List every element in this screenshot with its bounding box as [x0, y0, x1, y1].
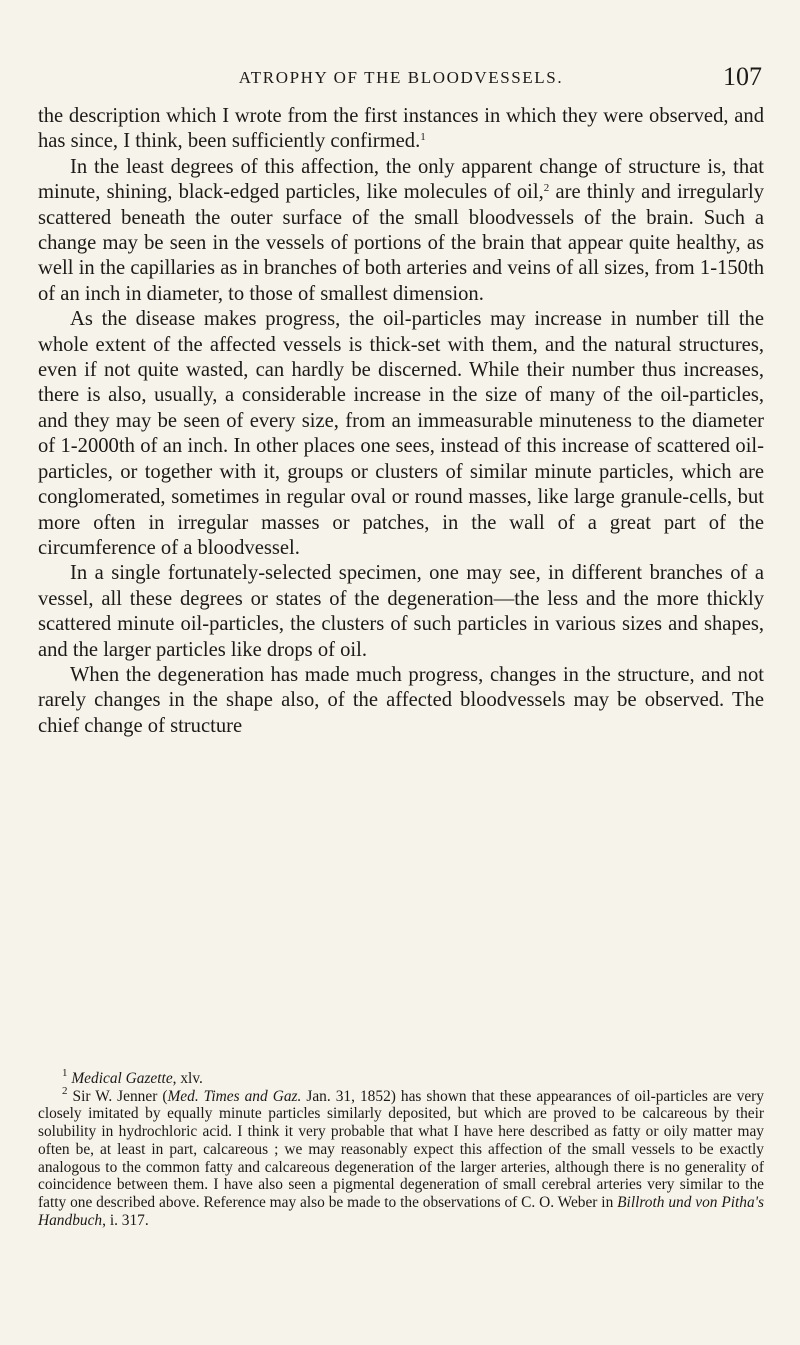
footnote-2-text-b: Jan. 31, 1852) has shown that these appearances of oil-particles are very closely imitated by equally minute particles similarly deposited, but which are proved to be calcareous by their solubility in hydrochloric acid. I think it very probable that what I have here described as fatty or oily matter may often be, at least in part, calcareous ; we may reasonably expect this affection of the small vessels to be exactly analogous to the common fatty and calcareous degeneration of the larger arteries, although there is no generality of coincidence between them. I have also seen a pigmental degeneration of small cerebral arteries very similar to the fatty one described above. Reference may also be made to the observations of C. O. Weber in [38, 1087, 764, 1211]
paragraph-1 [38, 104, 764, 155]
paragraph-5: When the degeneration has made much progress, changes in the structure, and not rarely changes in the shape also, of the affected bloodvessels may be observed. The chief change of structure [38, 663, 764, 737]
footnote-1-rest: , xlv. [172, 1070, 203, 1087]
paragraph-3: As the disease makes progress, the oil-particles may increase in number till the whole extent of the affected vessels is thick-set with them, and the natural structures, even if not quite wasted, can hardly be discerned. While their number thus increases, there is also, usually, a considerable increase in the size of many of the oil-particles, and they may be seen of every size, from an immeasurable minuteness to the diameter of 1-2000th of an inch. In other places one sees, instead of this increase of scattered oil-particles, or together with it, groups or clusters of similar minute particles, which are conglomerated, sometimes in regular oval or round masses, like large granule-cells, but more often in irregular masses or patches, in the wall of a great part of the circumference of a bloodvessel. [38, 308, 764, 559]
running-title: ATROPHY OF THE BLOODVESSELS. [238, 68, 564, 87]
footnote-2-mark: 2 [62, 1084, 68, 1097]
footnote-2-journal: Med. Times and Gaz. [167, 1087, 302, 1105]
footnotes [38, 1067, 764, 1229]
paragraph-2-text-a: In the least degrees of this affection, the only apparent change of structure is, that minute, shining, black-edged particles, like molecules of oil, [38, 155, 764, 204]
paragraph-2-text-b: are thinly and irregularly scattered beneath the outer surface of the small bloodvessels of the brain. Such a change may be seen in the vessels of portions of the brain that appear quite healthy, as well in the capillaries as in branches of both arteries and veins of all sizes, from 1-150th of an inch in diameter, to those of smallest dimension. [38, 181, 764, 305]
running-head [38, 62, 764, 102]
footnote-ref-2: 2 [543, 182, 550, 195]
footnote-1 [38, 1067, 764, 1088]
footnote-1-mark: 1 [62, 1067, 68, 1079]
footnote-2-text-c: , i. 317. [102, 1211, 149, 1229]
footnote-ref-1: 1 [420, 131, 426, 144]
footnote-2 [38, 1084, 764, 1230]
footnote-1-title: Medical Gazette [71, 1070, 173, 1087]
paragraph-4: In a single fortunately-selected specimen, one may see, in different branches of a vessel, all these degrees or states of the degeneration—the less and the more thickly scattered minute oil-particles, the clusters of such particles in various sizes and shapes, and the larger particles like drops of oil. [38, 562, 764, 661]
page-number: 107 [723, 62, 762, 91]
paragraph-2 [38, 155, 764, 307]
paragraph-1-text: the description which I wrote from the first instances in which they were observed, and has since, I think, been sufficiently confirmed. [38, 105, 764, 153]
footnote-2-text-a: Sir W. Jenner ( [72, 1087, 168, 1105]
body-text [38, 104, 764, 739]
footnote-2-book: Billroth und von Pitha's Handbuch [38, 1193, 764, 1229]
